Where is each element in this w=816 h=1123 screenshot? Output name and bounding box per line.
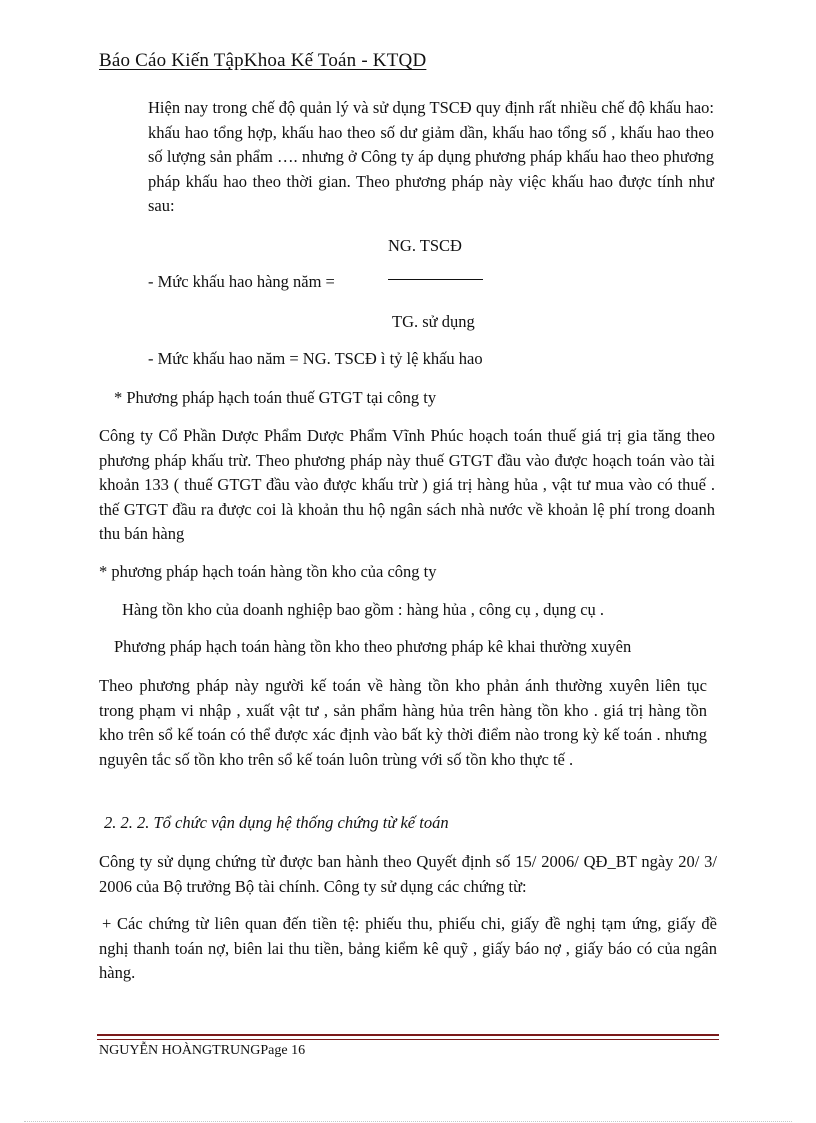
docs-paragraph: Công ty sử dụng chứng từ được ban hành theo Quyết định số 15/ 2006/ QĐ_BT ngày 20/ 3/ 2006 của Bộ trưởng Bộ tài chính. Công ty sử dụng các chứng từ: [99,852,717,896]
footer-rule-thick [97,1034,719,1036]
inventory-paragraph: Theo phương pháp này người kế toán về hàng tồn kho phản ánh thường xuyên liên tục trong phạm vi nhập , xuất vật tư , sản phẩm hàng hủa trên hàng tồn kho . giá trị hàng tồn kho trên sổ kế toán có thể được xác định vào bất kỳ thời điểm nào trong kỳ kế toán . nhưng nguyên tắc số tồn kho trên sổ kế toán luôn trùng với số tồn kho thực tế . [99,676,707,769]
formula-annual-rate: - Mức khấu hao năm = NG. TSCĐ ì tỷ lệ khấu hao [148,349,483,368]
footer-rule-thin [97,1039,719,1040]
inventory-line-2: Phương pháp hạch toán hàng tồn kho theo phương pháp kê khai thường xuyên [114,637,632,656]
formula-label: - Mức khấu hao hàng năm = [148,272,335,291]
formula-denominator: TG. sử dụng [392,312,475,331]
page-bottom-border [24,1121,792,1122]
vat-heading: * Phương pháp hạch toán thuế GTGT tại công ty [114,388,437,407]
formula-numerator: NG. TSCĐ [388,236,462,255]
inventory-heading: * phương pháp hạch toán hàng tồn kho của công ty [99,562,437,581]
section-heading: 2. 2. 2. Tổ chức vận dụng hệ thống chứng từ kế toán [104,813,449,832]
vat-paragraph: Công ty Cổ Phần Dược Phẩm Dược Phẩm Vĩnh Phúc hoạch toán thuế giá trị gia tăng theo phương pháp khấu trừ. Theo phương pháp này thuế GTGT đầu vào được hoạch toán vào tài khoản 133 ( thuế GTGT đầu vào được khấu trừ ) giá trị hàng hủa , vật tư mua vào có thuế . thế GTGT đầu ra được coi là khoản thu hộ ngân sách nhà nước về khoản lệ phí trong doanh thu bán hàng [99,426,715,543]
intro-paragraph: Hiện nay trong chế độ quản lý và sử dụng TSCĐ quy định rất nhiều chế độ khấu hao: khấu hao tổng hợp, khấu hao theo số dư giảm dần, khấu hao tổng số , khấu hao theo số lượng sản phẩm …. nhưng ở Công ty áp dụng phương pháp khấu hao theo phương pháp khấu hao theo thời gian. Theo phương pháp này việc khấu hao được tính như sau: [148,98,714,215]
docs-list-paragraph: + Các chứng từ liên quan đến tiền tệ: phiếu thu, phiếu chi, giấy đề nghị tạm ứng, giấy đề nghị thanh toán nợ, biên lai thu tiền, bảng kiểm kê quỹ , giấy báo nợ , giấy báo có của ngân hàng. [99,914,717,982]
fraction-bar [388,279,483,280]
page-footer: NGUYỄN HOÀNGTRUNGPage 16 [99,1043,306,1058]
page-header-title: Báo Cáo Kiến TậpKhoa Kế Toán - KTQD [99,50,427,71]
inventory-line-1: Hàng tồn kho của doanh nghiệp bao gồm : hàng hủa , công cụ , dụng cụ . [122,600,605,619]
